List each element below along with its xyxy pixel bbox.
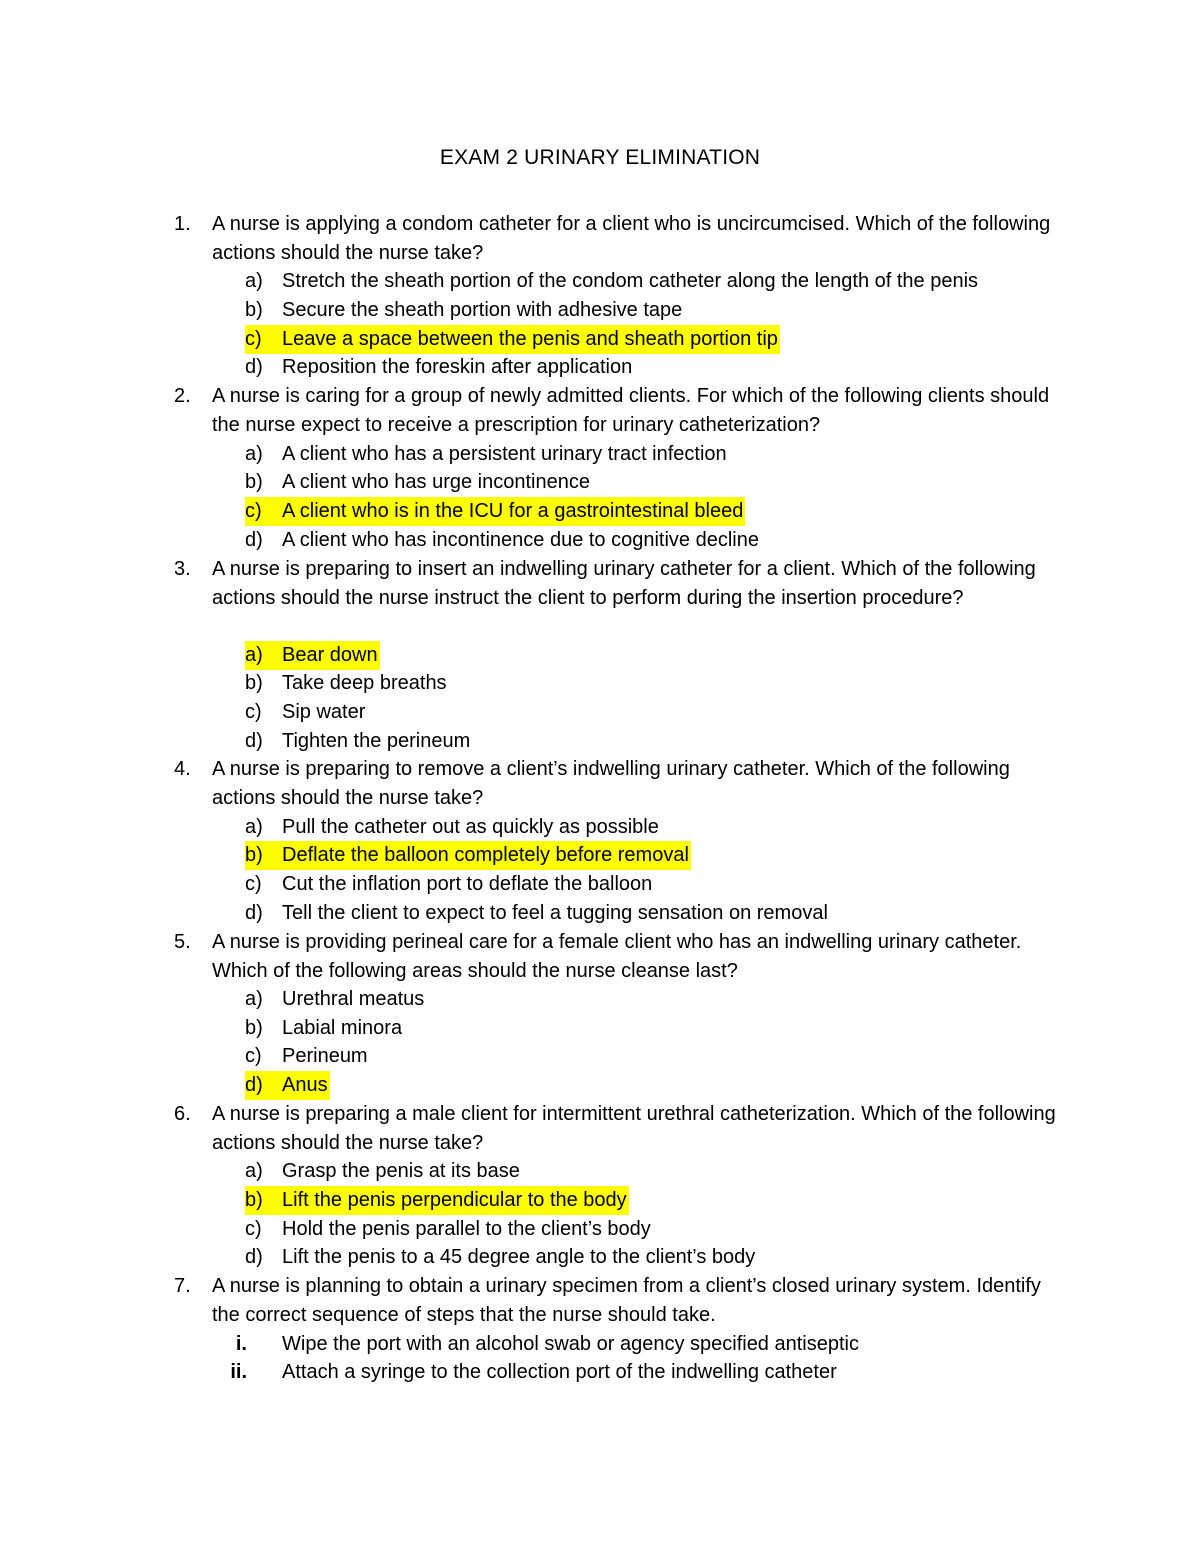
q6-option-c (245, 1215, 651, 1244)
option-text: Tell the client to expect to feel a tugging sensation on removal (282, 902, 828, 924)
option-text: Cut the inflation port to deflate the balloon (282, 873, 653, 895)
option-text: Secure the sheath portion with adhesive tape (282, 299, 683, 321)
option-letter: c) (245, 1045, 262, 1067)
option-letter: b) (245, 672, 263, 694)
option-text: Leave a space between the penis and sheath portion tip (282, 328, 778, 350)
question-stem: A nurse is preparing to remove a client’s indwelling urinary catheter. Which of the following actions should the nurse take? (212, 758, 1010, 809)
q4-option-c (245, 870, 652, 899)
step-text: Attach a syringe to the collection port of the indwelling catheter (282, 1361, 837, 1383)
q5-option-a (245, 985, 424, 1014)
question-stem: A nurse is caring for a group of newly admitted clients. For which of the following clients should the nurse expect to receive a prescription for urinary catheterization? (212, 385, 1050, 436)
question-number: 1. (174, 213, 191, 235)
q4-option-d (245, 899, 828, 928)
option-letter: d) (245, 356, 263, 378)
question-number: 2. (174, 385, 191, 407)
option-text: Stretch the sheath portion of the condom catheter along the length of the penis (282, 270, 979, 292)
q1-option-d (245, 353, 632, 382)
q1-option-c-answer (245, 325, 780, 354)
option-letter: b) (245, 299, 263, 321)
q5-option-c (245, 1042, 368, 1071)
option-letter: d) (245, 1074, 263, 1096)
option-letter: b) (245, 844, 263, 866)
q3-option-d (245, 727, 470, 756)
question-number: 7. (174, 1275, 191, 1297)
option-text: Bear down (282, 644, 378, 666)
option-letter: c) (245, 500, 262, 522)
step-label: i. (235, 1333, 247, 1355)
q6-option-b-answer (245, 1186, 629, 1215)
question-stem: A nurse is planning to obtain a urinary specimen from a client’s closed urinary system. Identify the correct sequence of steps that the nurse should take. (212, 1275, 1041, 1326)
q1-option-b (245, 296, 682, 325)
option-text: Perineum (282, 1045, 368, 1067)
question-number: 3. (174, 558, 191, 580)
q2-option-b (245, 468, 590, 497)
q4-option-a (245, 813, 659, 842)
option-text: A client who has a persistent urinary tract infection (282, 443, 727, 465)
q2-option-c-answer (245, 497, 745, 526)
option-letter: d) (245, 529, 263, 551)
option-letter: a) (245, 1160, 263, 1182)
q3-option-b (245, 669, 447, 698)
option-letter: b) (245, 1189, 263, 1211)
option-letter: c) (245, 1218, 262, 1240)
option-text: Lift the penis to a 45 degree angle to the client’s body (282, 1246, 756, 1268)
q4-option-b-answer (245, 841, 691, 870)
option-letter: d) (245, 902, 263, 924)
question-number: 5. (174, 931, 191, 953)
option-text: Labial minora (282, 1017, 403, 1039)
option-text: Take deep breaths (282, 672, 447, 694)
option-text: Reposition the foreskin after application (282, 356, 633, 378)
question-stem: A nurse is applying a condom catheter for a client who is uncircumcised. Which of the following actions should the nurse take? (212, 213, 1051, 264)
option-letter: a) (245, 644, 263, 666)
page-title: EXAM 2 URINARY ELIMINATION (439, 146, 761, 169)
option-text: Tighten the perineum (282, 730, 471, 752)
option-text: Lift the penis perpendicular to the body (282, 1189, 627, 1211)
question-stem: A nurse is preparing a male client for intermittent urethral catheterization. Which of the following actions should the nurse take? (212, 1103, 1056, 1154)
option-text: A client who has urge incontinence (282, 471, 590, 493)
option-text: Urethral meatus (282, 988, 425, 1010)
step-text: Wipe the port with an alcohol swab or agency specified antiseptic (282, 1333, 859, 1355)
option-letter: b) (245, 1017, 263, 1039)
question-stem: A nurse is preparing to insert an indwelling urinary catheter for a client. Which of the following actions should the nurse instruct the client to perform during the insertion procedure? (212, 558, 1036, 609)
question-stem: A nurse is providing perineal care for a female client who has an indwelling urinary catheter. Which of the following areas should the nurse cleanse last? (212, 931, 1022, 982)
option-text: A client who is in the ICU for a gastrointestinal bleed (282, 500, 744, 522)
q5-option-d-answer (245, 1071, 330, 1100)
option-letter: c) (245, 701, 262, 723)
option-letter: d) (245, 1246, 263, 1268)
option-text: Hold the penis parallel to the client’s body (282, 1218, 651, 1240)
q6-option-d (245, 1243, 755, 1272)
option-text: Sip water (282, 701, 366, 723)
q2-option-d (245, 526, 759, 555)
option-letter: a) (245, 816, 263, 838)
option-text: A client who has incontinence due to cognitive decline (282, 529, 759, 551)
q2-option-a (245, 440, 727, 469)
q5-option-b (245, 1014, 402, 1043)
q6-option-a (245, 1157, 520, 1186)
q3-option-c (245, 698, 365, 727)
option-letter: a) (245, 988, 263, 1010)
option-letter: b) (245, 471, 263, 493)
option-letter: c) (245, 873, 262, 895)
option-letter: a) (245, 443, 263, 465)
step-label: ii. (230, 1361, 247, 1383)
option-text: Anus (282, 1074, 328, 1096)
option-letter: a) (245, 270, 263, 292)
option-letter: c) (245, 328, 262, 350)
q3-option-a-answer (245, 641, 380, 670)
question-number: 6. (174, 1103, 191, 1125)
q1-option-a (245, 267, 978, 296)
option-text: Grasp the penis at its base (282, 1160, 520, 1182)
option-letter: d) (245, 730, 263, 752)
option-text: Pull the catheter out as quickly as possible (282, 816, 659, 838)
option-text: Deflate the balloon completely before removal (282, 844, 689, 866)
question-number: 4. (174, 758, 191, 780)
